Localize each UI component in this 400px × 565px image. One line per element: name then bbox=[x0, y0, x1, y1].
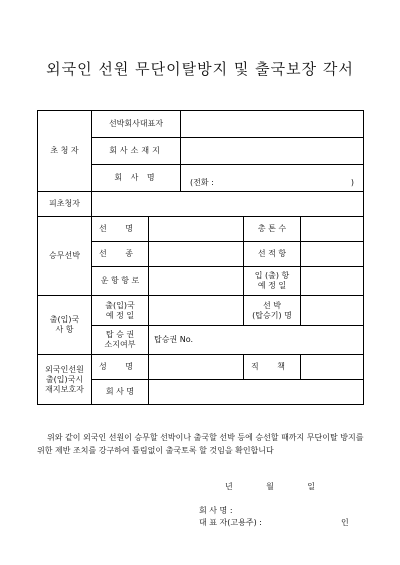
ship-flight-field[interactable] bbox=[301, 296, 364, 326]
entry-date-label-line1: 입 (출) 항 bbox=[254, 271, 290, 280]
immigration-label bbox=[38, 296, 92, 355]
scheduled-date-field[interactable] bbox=[149, 296, 244, 326]
invitee-label: 피초청자 bbox=[38, 192, 92, 217]
document-title: 외국인 선원 무단이탈방지 및 출국보장 각서 bbox=[46, 60, 354, 78]
entry-date-field[interactable] bbox=[301, 267, 364, 296]
ship-flight-label-line1: 선 박 bbox=[263, 300, 282, 310]
signature-company-label: 회 사 명 : bbox=[199, 506, 233, 515]
guarantor-label bbox=[38, 355, 92, 405]
ticket-label-line1: 탑 승 권 bbox=[105, 330, 135, 339]
ship-flight-label bbox=[244, 296, 301, 326]
phone-close-label: ) bbox=[350, 177, 355, 187]
representative-field[interactable] bbox=[181, 111, 364, 138]
date-month-label: 월 bbox=[266, 482, 274, 491]
entry-date-label bbox=[244, 267, 301, 296]
route-label: 운 항 항 로 bbox=[92, 267, 149, 296]
date-year-label: 년 bbox=[225, 482, 233, 491]
route-field[interactable] bbox=[149, 267, 244, 296]
guarantor-position-field[interactable] bbox=[301, 355, 364, 380]
guarantor-position-label: 직 책 bbox=[244, 355, 301, 380]
entry-date-label-line2: 예 정 일 bbox=[257, 281, 287, 290]
seal-label: 인 bbox=[341, 518, 349, 527]
company-address-field[interactable] bbox=[181, 138, 364, 165]
inviter-label: 초 청 자 bbox=[38, 111, 92, 192]
date-day-label: 일 bbox=[307, 482, 315, 491]
immigration-label-line1: 출(입)국 bbox=[49, 315, 80, 324]
port-registry-field[interactable] bbox=[301, 242, 364, 267]
representative-label: 선박회사대표자 bbox=[92, 111, 181, 138]
guarantor-name-field[interactable] bbox=[149, 355, 244, 380]
guarantor-label-line2: 출(입)국시 bbox=[45, 374, 84, 384]
statement-text: 위와 같이 외국인 선원이 승무할 선박이나 출국할 선박 등에 승선할 때까지 무단이탈 방지를 위한 제반 조치를 강구하여 틀림없이 출국토록 할 것임을 확인합니다 bbox=[37, 433, 364, 455]
immigration-label-line2: 사 항 bbox=[55, 325, 74, 334]
ticket-no-label: 탑승권 No. bbox=[154, 335, 194, 344]
crew-ship-label: 승무선박 bbox=[38, 217, 92, 296]
guarantor-label-line1: 외국인선원 bbox=[45, 364, 84, 374]
ship-name-field[interactable] bbox=[149, 217, 244, 242]
guarantor-name-label: 성 명 bbox=[92, 355, 149, 380]
guarantor-company-field[interactable] bbox=[149, 380, 364, 405]
ship-flight-label-line2: (탑승기) 명 bbox=[252, 310, 292, 320]
phone-open-label: (전화 : bbox=[190, 177, 214, 187]
ship-type-field[interactable] bbox=[149, 242, 244, 267]
invitee-field[interactable] bbox=[92, 192, 364, 217]
tonnage-field[interactable] bbox=[301, 217, 364, 242]
guarantor-label-line3: 재지보호자 bbox=[45, 384, 84, 394]
company-name-field[interactable] bbox=[181, 165, 364, 192]
scheduled-date-label bbox=[92, 296, 149, 326]
tonnage-label: 총 톤 수 bbox=[244, 217, 301, 242]
ticket-label bbox=[92, 326, 149, 355]
scheduled-date-label-line1: 출(입)국 bbox=[105, 300, 135, 310]
guarantor-company-label: 회 사 명 bbox=[92, 380, 149, 405]
guarantee-form-table bbox=[37, 110, 364, 405]
port-registry-label: 선 적 항 bbox=[244, 242, 301, 267]
company-name-label: 회 사 명 bbox=[92, 165, 181, 192]
scheduled-date-label-line2: 예 정 일 bbox=[105, 310, 135, 320]
date-line bbox=[225, 481, 315, 492]
ticket-no-field[interactable] bbox=[149, 326, 364, 355]
ship-name-label: 선 명 bbox=[92, 217, 149, 242]
company-address-label: 회사소재지 bbox=[92, 138, 181, 165]
ticket-label-line2: 소지여부 bbox=[104, 340, 136, 349]
signature-representative-label: 대 표 자(고용주) : bbox=[199, 518, 262, 527]
ship-type-label: 선 종 bbox=[92, 242, 149, 267]
